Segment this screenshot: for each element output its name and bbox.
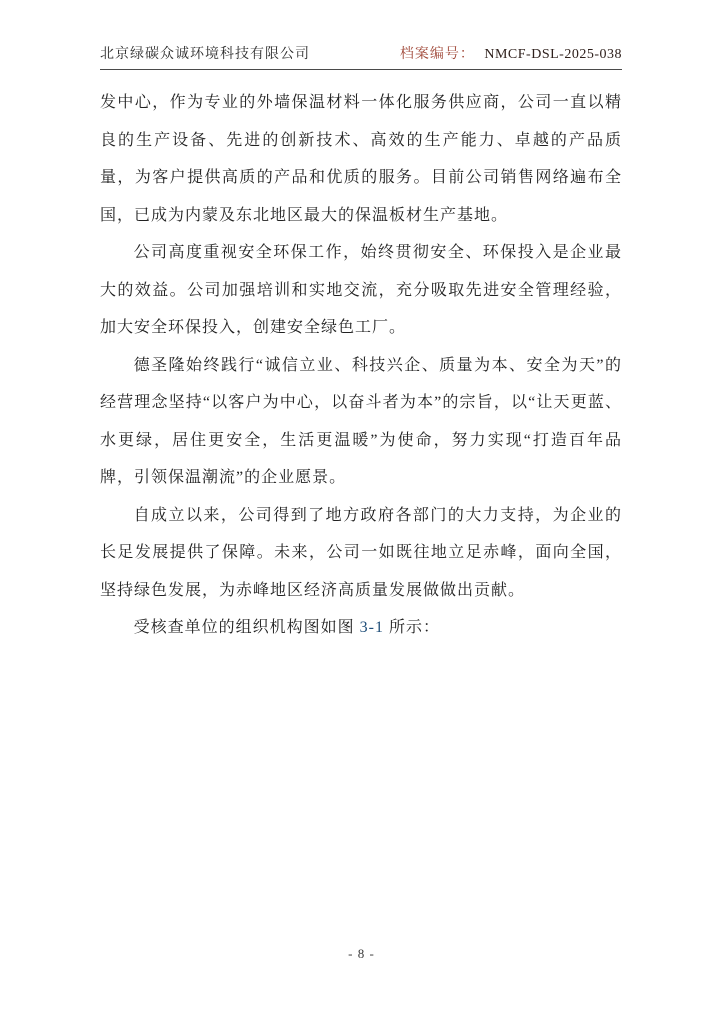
- paragraph-business-philosophy: 德圣隆始终践行“诚信立业、科技兴企、质量为本、安全为天”的经营理念坚持“以客户为中心，以奋斗者为本”的宗旨，以“让天更蓝、水更绿，居住更安全，生活更温暖”为使命，努力实现“打造百年品牌，引领保温潮流”的企业愿景。: [100, 356, 622, 486]
- paragraph-government-support: 自成立以来，公司得到了地方政府各部门的大力支持，为企业的长足发展提供了保障。未来，公司一如既往地立足赤峰，面向全国，坚持绿色发展，为赤峰地区经济高质量发展做做出贡献。: [100, 506, 622, 599]
- figure-reference-link[interactable]: 3-1: [359, 619, 384, 636]
- archive-number: [400, 46, 622, 64]
- page-footer: [0, 946, 723, 962]
- page-header: [100, 46, 622, 70]
- page-number: - 8 -: [348, 946, 375, 961]
- archive-number-value: NMCF-DSL-2025-038: [484, 47, 622, 62]
- paragraph-company-intro: 发中心，作为专业的外墙保温材料一体化服务供应商，公司一直以精良的生产设备、先进的创新技术、高效的生产能力、卓越的产品质量，为客户提供高质的产品和优质的服务。目前公司销售网络遍布全国，已成为内蒙及东北地区最大的保温板材生产基地。: [100, 94, 622, 224]
- archive-number-label: 档案编号：: [399, 47, 475, 62]
- paragraph-safety-environment: 公司高度重视安全环保工作，始终贯彻安全、环保投入是企业最大的效益。公司加强培训和实地交流，充分吸取先进安全管理经验，加大安全环保投入，创建安全绿色工厂。: [100, 244, 622, 336]
- paragraph-org-chart-lead: [100, 609, 622, 647]
- org-chart-lead-text: 受核查单位的组织机构图如图: [133, 619, 360, 636]
- header-company-name: 北京绿碳众诚环境科技有限公司: [100, 47, 310, 62]
- document-body: [100, 84, 622, 647]
- org-chart-lead-suffix: 所示：: [383, 619, 440, 636]
